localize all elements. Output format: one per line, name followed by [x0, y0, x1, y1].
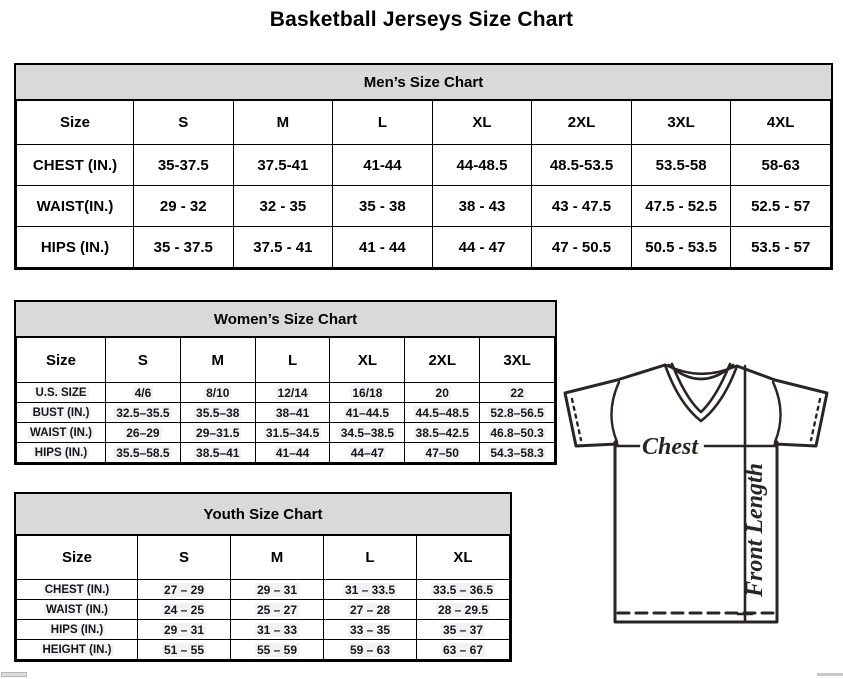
mens-value-cell: 52.5 - 57	[731, 186, 831, 227]
horizontal-scrollbar-thumb[interactable]	[1, 672, 27, 677]
womens-value-cell: 26–29	[106, 423, 181, 443]
mens-size-table	[16, 100, 831, 268]
mens-column-header: S	[134, 101, 234, 145]
mens-row-label: WAIST(IN.)	[17, 186, 134, 227]
womens-column-header: S	[106, 338, 181, 383]
womens-row-label: HIPS (IN.)	[17, 443, 106, 463]
mens-value-cell: 53.5 - 57	[731, 227, 831, 268]
womens-value-cell: 41–44.5	[330, 403, 405, 423]
womens-value-cell: 16/18	[330, 383, 405, 403]
womens-table-row	[17, 403, 555, 423]
youth-value-cell: 31 – 33.5	[324, 580, 417, 600]
mens-column-header: 4XL	[731, 101, 831, 145]
mens-value-cell: 43 - 47.5	[532, 186, 632, 227]
youth-column-header: Size	[17, 536, 138, 580]
mens-chart-title: Men’s Size Chart	[16, 65, 831, 100]
womens-value-cell: 46.8–50.3	[480, 423, 555, 443]
mens-value-cell: 29 - 32	[134, 186, 234, 227]
womens-column-header: Size	[17, 338, 106, 383]
mens-header-row	[17, 101, 831, 145]
womens-column-header: 3XL	[480, 338, 555, 383]
mens-row-label: HIPS (IN.)	[17, 227, 134, 268]
womens-value-cell: 34.5–38.5	[330, 423, 405, 443]
womens-value-cell: 35.5–58.5	[106, 443, 181, 463]
womens-value-cell: 38.5–41	[180, 443, 255, 463]
mens-value-cell: 37.5 - 41	[233, 227, 333, 268]
youth-row-label: HIPS (IN.)	[17, 620, 138, 640]
womens-value-cell: 12/14	[255, 383, 330, 403]
womens-value-cell: 4/6	[106, 383, 181, 403]
youth-value-cell: 33 – 35	[324, 620, 417, 640]
womens-value-cell: 47–50	[405, 443, 480, 463]
mens-column-header: 2XL	[532, 101, 632, 145]
womens-value-cell: 54.3–58.3	[480, 443, 555, 463]
page-title: Basketball Jerseys Size Chart	[269, 8, 574, 31]
mens-value-cell: 44-48.5	[432, 145, 532, 186]
youth-value-cell: 29 – 31	[231, 580, 324, 600]
womens-value-cell: 52.8–56.5	[480, 403, 555, 423]
womens-chart-title: Women’s Size Chart	[16, 302, 555, 337]
chest-label: Chest	[642, 434, 699, 460]
youth-row-label: WAIST (IN.)	[17, 600, 138, 620]
womens-value-cell: 41–44	[255, 443, 330, 463]
mens-table-row	[17, 186, 831, 227]
mens-value-cell: 37.5-41	[233, 145, 333, 186]
youth-value-cell: 35 – 37	[417, 620, 510, 640]
jersey-collar-icon	[665, 364, 737, 421]
youth-header-row	[17, 536, 510, 580]
womens-row-label: WAIST (IN.)	[17, 423, 106, 443]
womens-row-label: U.S. SIZE	[17, 383, 106, 403]
womens-column-header: 2XL	[405, 338, 480, 383]
womens-value-cell: 44.5–48.5	[405, 403, 480, 423]
youth-column-header: M	[231, 536, 324, 580]
mens-size-chart	[14, 63, 833, 270]
womens-value-cell: 22	[480, 383, 555, 403]
mens-value-cell: 41-44	[333, 145, 433, 186]
youth-value-cell: 27 – 28	[324, 600, 417, 620]
womens-value-cell: 31.5–34.5	[255, 423, 330, 443]
womens-value-cell: 44–47	[330, 443, 405, 463]
mens-value-cell: 58-63	[731, 145, 831, 186]
youth-value-cell: 27 – 29	[138, 580, 231, 600]
womens-column-header: L	[255, 338, 330, 383]
youth-table-row	[17, 600, 510, 620]
youth-value-cell: 24 – 25	[138, 600, 231, 620]
womens-value-cell: 35.5–38	[180, 403, 255, 423]
youth-value-cell: 25 – 27	[231, 600, 324, 620]
youth-value-cell: 33.5 – 36.5	[417, 580, 510, 600]
youth-column-header: L	[324, 536, 417, 580]
front-length-label: Front Length	[742, 462, 768, 598]
mens-value-cell: 47 - 50.5	[532, 227, 632, 268]
womens-column-header: M	[180, 338, 255, 383]
mens-value-cell: 44 - 47	[432, 227, 532, 268]
mens-value-cell: 47.5 - 52.5	[631, 186, 731, 227]
jersey-armhole-seams	[611, 382, 780, 442]
mens-value-cell: 35 - 38	[333, 186, 433, 227]
youth-row-label: HEIGHT (IN.)	[17, 640, 138, 660]
youth-value-cell: 28 – 29.5	[417, 600, 510, 620]
mens-column-header: M	[233, 101, 333, 145]
womens-table-row	[17, 423, 555, 443]
youth-chart-title: Youth Size Chart	[16, 494, 510, 535]
youth-column-header: XL	[417, 536, 510, 580]
youth-table-row	[17, 620, 510, 640]
womens-row-label: BUST (IN.)	[17, 403, 106, 423]
mens-column-header: Size	[17, 101, 134, 145]
womens-value-cell: 29–31.5	[180, 423, 255, 443]
mens-value-cell: 41 - 44	[333, 227, 433, 268]
womens-value-cell: 32.5–35.5	[106, 403, 181, 423]
womens-header-row	[17, 338, 555, 383]
mens-value-cell: 48.5-53.5	[532, 145, 632, 186]
jersey-measurement-diagram	[562, 358, 838, 630]
womens-value-cell: 38.5–42.5	[405, 423, 480, 443]
womens-table-row	[17, 383, 555, 403]
mens-value-cell: 53.5-58	[631, 145, 731, 186]
womens-value-cell: 38–41	[255, 403, 330, 423]
mens-column-header: 3XL	[631, 101, 731, 145]
youth-value-cell: 29 – 31	[138, 620, 231, 640]
mens-value-cell: 50.5 - 53.5	[631, 227, 731, 268]
youth-column-header: S	[138, 536, 231, 580]
mens-column-header: XL	[432, 101, 532, 145]
youth-table-row	[17, 640, 510, 660]
youth-value-cell: 55 – 59	[231, 640, 324, 660]
womens-value-cell: 8/10	[180, 383, 255, 403]
mens-table-row	[17, 227, 831, 268]
mens-value-cell: 35 - 37.5	[134, 227, 234, 268]
horizontal-scrollbar-track-end	[817, 673, 843, 676]
jersey-outline-icon	[565, 365, 827, 622]
mens-table-row	[17, 145, 831, 186]
womens-column-header: XL	[330, 338, 405, 383]
youth-value-cell: 63 – 67	[417, 640, 510, 660]
mens-column-header: L	[333, 101, 433, 145]
womens-value-cell: 20	[405, 383, 480, 403]
mens-value-cell: 32 - 35	[233, 186, 333, 227]
womens-table-row	[17, 443, 555, 463]
mens-value-cell: 35-37.5	[134, 145, 234, 186]
mens-row-label: CHEST (IN.)	[17, 145, 134, 186]
youth-table-row	[17, 580, 510, 600]
youth-value-cell: 59 – 63	[324, 640, 417, 660]
youth-size-chart	[14, 492, 512, 662]
womens-size-table	[16, 337, 555, 463]
womens-size-chart	[14, 300, 557, 465]
mens-value-cell: 38 - 43	[432, 186, 532, 227]
youth-row-label: CHEST (IN.)	[17, 580, 138, 600]
youth-value-cell: 51 – 55	[138, 640, 231, 660]
youth-value-cell: 31 – 33	[231, 620, 324, 640]
youth-size-table	[16, 535, 510, 660]
